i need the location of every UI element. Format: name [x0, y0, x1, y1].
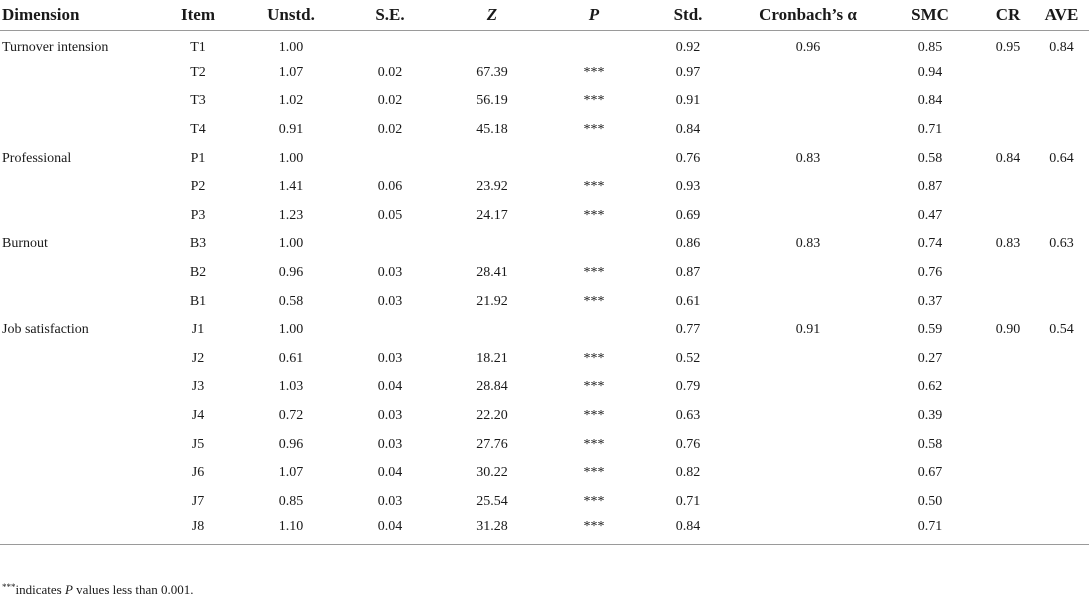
cell-unstd: 1.10: [278, 519, 304, 535]
cell-dimension: Burnout: [2, 236, 48, 252]
cell-ave: [1034, 259, 1089, 288]
cell-p: ***: [583, 265, 605, 281]
cell-unstd: 1.03: [278, 379, 304, 395]
header-p: P: [550, 0, 638, 30]
cell-cronbach-alpha: [738, 430, 878, 459]
cell-cr: [982, 402, 1034, 431]
table-row: [0, 516, 1089, 545]
cell-cronbach-alpha: [738, 202, 878, 231]
cell-smc: 0.94: [917, 64, 943, 80]
cell-std: 0.86: [675, 236, 701, 252]
cell-std: 0.97: [675, 64, 701, 80]
cell-p: ***: [583, 122, 605, 138]
table-row: [0, 488, 1089, 517]
table-row: [0, 373, 1089, 402]
cell-std: 0.77: [675, 322, 701, 338]
cell-cronbach-alpha: [738, 488, 878, 517]
cell-z: 27.76: [476, 436, 508, 452]
header-smc: SMC: [878, 0, 982, 30]
cell-se: 0.03: [377, 350, 403, 366]
cell-p: [550, 144, 638, 173]
cell-se: 0.03: [377, 265, 403, 281]
cell-item: P3: [190, 207, 206, 223]
cell-p: ***: [583, 465, 605, 481]
cell-smc: 0.62: [917, 379, 943, 395]
footnote-text-after: values less than 0.001.: [72, 582, 194, 597]
table-row: [0, 430, 1089, 459]
cell-cronbach-alpha: 0.83: [795, 236, 821, 252]
cell-se: 0.02: [377, 122, 403, 138]
cell-item: J4: [191, 408, 205, 424]
cell-item: B2: [189, 265, 207, 281]
cell-dimension: [0, 402, 160, 431]
header-ave: AVE: [1034, 0, 1089, 30]
cell-cronbach-alpha: [738, 287, 878, 316]
cell-cr: [982, 202, 1034, 231]
cell-smc: 0.47: [917, 207, 943, 223]
cell-cronbach-alpha: [738, 87, 878, 116]
cell-unstd: 0.58: [278, 293, 304, 309]
cell-std: 0.71: [675, 493, 701, 509]
table-row: [0, 230, 1089, 259]
cell-dimension: [0, 516, 160, 545]
cell-p: ***: [583, 493, 605, 509]
cell-ave: [1034, 345, 1089, 374]
cell-ave: [1034, 87, 1089, 116]
cell-item: J8: [191, 519, 205, 535]
cell-std: 0.76: [675, 436, 701, 452]
cell-item: J1: [191, 322, 205, 338]
cell-smc: 0.58: [917, 150, 943, 166]
cell-std: 0.93: [675, 179, 701, 195]
cell-item: B1: [189, 293, 207, 309]
cell-se: 0.03: [377, 293, 403, 309]
cell-dimension: [0, 87, 160, 116]
cell-ave: 0.54: [1049, 322, 1074, 338]
cell-cr: [982, 488, 1034, 517]
table-body: [0, 30, 1089, 545]
cell-cr: [982, 259, 1034, 288]
cell-unstd: 0.85: [278, 493, 304, 509]
cell-cr: [982, 116, 1034, 145]
cell-z: 23.92: [476, 179, 508, 195]
cell-ave: 0.63: [1049, 236, 1074, 252]
cell-se: 0.04: [377, 379, 403, 395]
cell-ave: [1034, 373, 1089, 402]
cell-ave: 0.64: [1049, 150, 1074, 166]
cell-smc: 0.58: [917, 436, 943, 452]
cell-ave: [1034, 202, 1089, 231]
table-header: [0, 0, 1089, 30]
cell-dimension: Turnover intension: [2, 39, 109, 55]
table-row: [0, 287, 1089, 316]
cell-cronbach-alpha: 0.96: [795, 39, 821, 55]
header-cr: CR: [982, 0, 1034, 30]
cell-p: ***: [583, 436, 605, 452]
cell-cronbach-alpha: 0.91: [795, 322, 821, 338]
cell-ave: [1034, 402, 1089, 431]
cell-unstd: 0.96: [278, 436, 304, 452]
cell-unstd: 1.07: [278, 465, 304, 481]
cell-cr: [982, 430, 1034, 459]
cell-std: 0.79: [675, 379, 701, 395]
cell-std: 0.52: [675, 350, 701, 366]
table-footnote: [2, 582, 194, 598]
cell-cr: [982, 173, 1034, 202]
table-row: [0, 459, 1089, 488]
cell-z: 25.54: [476, 493, 508, 509]
cell-dimension: Professional: [2, 150, 72, 166]
cell-smc: 0.87: [917, 179, 943, 195]
cell-z: [434, 230, 550, 259]
cell-z: 28.41: [476, 265, 508, 281]
header-se: S.E.: [346, 0, 434, 30]
cell-z: 45.18: [476, 122, 508, 138]
cell-std: 0.76: [675, 150, 701, 166]
header-z: Z: [434, 0, 550, 30]
cell-unstd: 1.00: [278, 150, 304, 166]
cell-unstd: 1.00: [278, 322, 304, 338]
header-std: Std.: [638, 0, 738, 30]
cell-ave: [1034, 287, 1089, 316]
cell-std: 0.82: [675, 465, 701, 481]
cell-unstd: 0.72: [278, 408, 304, 424]
cell-std: 0.69: [675, 207, 701, 223]
cell-dimension: [0, 287, 160, 316]
cell-unstd: 1.00: [278, 39, 304, 55]
cell-std: 0.84: [675, 122, 701, 138]
cell-smc: 0.76: [917, 265, 943, 281]
cell-se: 0.03: [377, 436, 403, 452]
cell-cronbach-alpha: [738, 173, 878, 202]
cell-std: 0.63: [675, 408, 701, 424]
cell-z: [434, 30, 550, 59]
cell-dimension: [0, 373, 160, 402]
cell-z: 18.21: [476, 350, 508, 366]
cell-z: 31.28: [476, 519, 508, 535]
cell-std: 0.91: [675, 93, 701, 109]
cell-ave: [1034, 116, 1089, 145]
cell-p: ***: [583, 350, 605, 366]
cell-p: ***: [583, 207, 605, 223]
cell-se: 0.03: [377, 408, 403, 424]
cell-smc: 0.85: [917, 39, 943, 55]
cell-item: B3: [189, 236, 207, 252]
cell-p: ***: [583, 179, 605, 195]
cell-item: J5: [191, 436, 205, 452]
cell-dimension: [0, 488, 160, 517]
table-row: [0, 87, 1089, 116]
cell-ave: [1034, 516, 1089, 545]
table-row: [0, 30, 1089, 59]
table-row: [0, 144, 1089, 173]
cell-dimension: [0, 345, 160, 374]
cell-cr: [982, 59, 1034, 88]
cell-z: 30.22: [476, 465, 508, 481]
cell-cronbach-alpha: [738, 402, 878, 431]
cell-p: ***: [583, 379, 605, 395]
cell-ave: 0.84: [1049, 39, 1074, 55]
cell-z: 21.92: [476, 293, 508, 309]
cell-smc: 0.59: [917, 322, 943, 338]
table-row: [0, 202, 1089, 231]
cell-ave: [1034, 59, 1089, 88]
cell-unstd: 1.07: [278, 64, 304, 80]
cell-dimension: [0, 202, 160, 231]
cell-cronbach-alpha: [738, 259, 878, 288]
cell-se: 0.04: [377, 465, 403, 481]
cell-unstd: 0.61: [278, 350, 304, 366]
cell-se: 0.06: [377, 179, 403, 195]
cell-unstd: 1.41: [278, 179, 304, 195]
cell-z: 56.19: [476, 93, 508, 109]
cell-item: T1: [190, 39, 206, 55]
cell-cr: 0.84: [995, 150, 1021, 166]
cell-item: P2: [190, 179, 206, 195]
cell-se: 0.03: [377, 493, 403, 509]
cell-se: [346, 230, 434, 259]
cell-cr: 0.95: [995, 39, 1021, 55]
cell-cr: [982, 287, 1034, 316]
table-row: [0, 59, 1089, 88]
cell-item: J6: [191, 465, 205, 481]
cell-se: [346, 144, 434, 173]
cell-dimension: Job satisfaction: [2, 322, 89, 338]
cell-item: J3: [191, 379, 205, 395]
cell-ave: [1034, 173, 1089, 202]
header-unstd: Unstd.: [236, 0, 346, 30]
footnote-marker: ***: [2, 582, 16, 592]
table-row: [0, 345, 1089, 374]
cell-cr: 0.90: [995, 322, 1021, 338]
table-row: [0, 259, 1089, 288]
cell-dimension: [0, 259, 160, 288]
cell-item: J2: [191, 350, 205, 366]
footnote-p-symbol: P: [64, 582, 73, 597]
cell-se: 0.05: [377, 207, 403, 223]
cell-dimension: [0, 59, 160, 88]
cell-smc: 0.71: [917, 519, 943, 535]
cell-smc: 0.37: [917, 293, 943, 309]
cell-cronbach-alpha: [738, 373, 878, 402]
cell-smc: 0.84: [917, 93, 943, 109]
cell-z: 22.20: [476, 408, 508, 424]
cell-p: ***: [583, 408, 605, 424]
cell-cronbach-alpha: [738, 459, 878, 488]
cell-dimension: [0, 173, 160, 202]
cell-cr: [982, 373, 1034, 402]
cell-smc: 0.74: [917, 236, 943, 252]
cell-p: [550, 30, 638, 59]
cell-std: 0.87: [675, 265, 701, 281]
cell-cronbach-alpha: [738, 516, 878, 545]
table-row: [0, 173, 1089, 202]
cell-z: 28.84: [476, 379, 508, 395]
table-row: [0, 316, 1089, 345]
table-row: [0, 116, 1089, 145]
cell-cr: [982, 516, 1034, 545]
cell-cr: 0.83: [995, 236, 1021, 252]
cell-std: 0.92: [675, 39, 701, 55]
cell-p: ***: [583, 519, 605, 535]
cell-std: 0.84: [675, 519, 701, 535]
cell-p: ***: [583, 93, 605, 109]
cell-ave: [1034, 488, 1089, 517]
cell-dimension: [0, 116, 160, 145]
cell-cronbach-alpha: [738, 116, 878, 145]
cell-item: T3: [190, 93, 206, 109]
cell-smc: 0.27: [917, 350, 943, 366]
header-dimension: Dimension: [0, 0, 160, 30]
cell-se: [346, 30, 434, 59]
cell-dimension: [0, 459, 160, 488]
cell-ave: [1034, 430, 1089, 459]
cell-z: 67.39: [476, 64, 508, 80]
cell-p: [550, 316, 638, 345]
cell-z: [434, 316, 550, 345]
cell-ave: [1034, 459, 1089, 488]
cell-cronbach-alpha: [738, 59, 878, 88]
cell-p: ***: [583, 293, 605, 309]
cell-smc: 0.71: [917, 122, 943, 138]
cell-cr: [982, 87, 1034, 116]
cell-se: 0.02: [377, 64, 403, 80]
header-cronbach-alpha: Cronbach’s α: [738, 0, 878, 30]
cell-smc: 0.50: [917, 493, 943, 509]
cell-unstd: 0.91: [278, 122, 304, 138]
cell-unstd: 1.23: [278, 207, 304, 223]
cell-item: T4: [190, 122, 206, 138]
cell-p: ***: [583, 64, 605, 80]
footnote-text-before: indicates: [15, 582, 65, 597]
cell-p: [550, 230, 638, 259]
table-row: [0, 402, 1089, 431]
cell-z: 24.17: [476, 207, 508, 223]
cell-cronbach-alpha: 0.83: [795, 150, 821, 166]
cell-se: [346, 316, 434, 345]
cell-se: 0.04: [377, 519, 403, 535]
cell-item: P1: [190, 150, 206, 166]
cell-unstd: 0.96: [278, 265, 304, 281]
cell-cronbach-alpha: [738, 345, 878, 374]
cell-item: T2: [190, 64, 206, 80]
cell-se: 0.02: [377, 93, 403, 109]
cell-item: J7: [191, 493, 205, 509]
cell-cr: [982, 459, 1034, 488]
header-item: Item: [160, 0, 236, 30]
cell-cr: [982, 345, 1034, 374]
cell-smc: 0.39: [917, 408, 943, 424]
cell-dimension: [0, 430, 160, 459]
cell-unstd: 1.00: [278, 236, 304, 252]
cell-std: 0.61: [675, 293, 701, 309]
cell-z: [434, 144, 550, 173]
header-row: [0, 0, 1089, 30]
cell-smc: 0.67: [917, 465, 943, 481]
cell-unstd: 1.02: [278, 93, 304, 109]
